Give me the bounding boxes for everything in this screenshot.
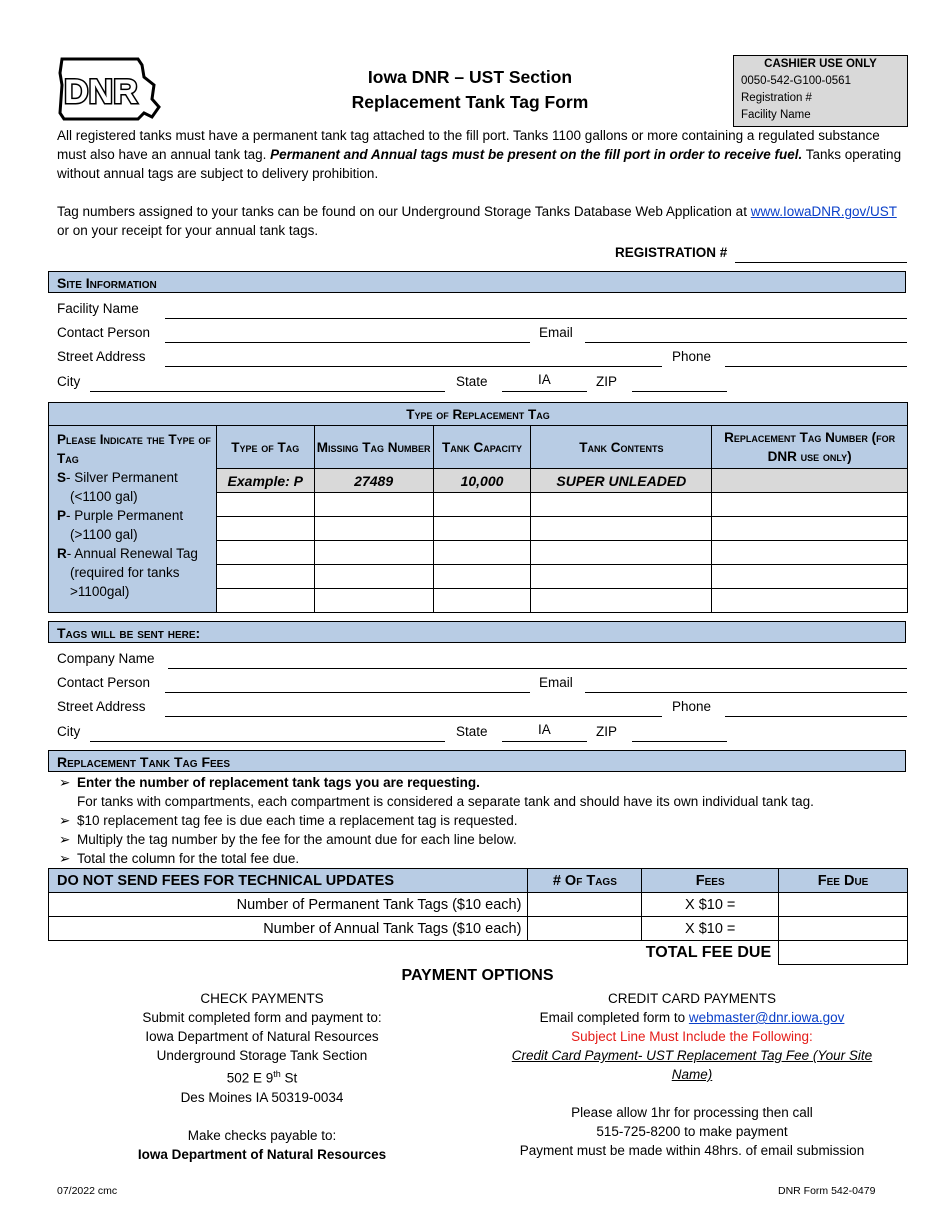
example-replacement: [712, 469, 908, 493]
ship-state-field[interactable]: [502, 741, 587, 742]
cashier-use-box: [733, 55, 908, 127]
ship-contact-field[interactable]: [165, 692, 530, 693]
site-information-header: Site Information: [48, 271, 906, 293]
fees-instructions: [59, 773, 909, 868]
ust-database-link[interactable]: www.IowaDNR.gov/UST: [750, 204, 897, 219]
state-label: State: [456, 374, 488, 389]
intro-end: Tanks operating without annual tags are subject to delivery prohibition.: [57, 147, 902, 181]
legend-purple: P- Purple Permanent: [57, 508, 184, 523]
ship-zip-label: ZIP: [596, 724, 618, 739]
zip-field[interactable]: [632, 391, 727, 392]
missing-cell[interactable]: [314, 493, 433, 517]
card-line-2: Subject Line Must Include the Following:: [571, 1029, 813, 1044]
ship-state-label: State: [456, 724, 488, 739]
replacement-tag-table: [48, 402, 908, 613]
contents-cell[interactable]: [531, 493, 712, 517]
card-line-1: Email completed form to webmaster@dnr.iowa.gov: [539, 1010, 845, 1025]
permanent-tags-fee: X $10 =: [642, 893, 779, 917]
check-line-2: Iowa Department of Natural Resources: [145, 1029, 379, 1044]
email-label: Email: [539, 325, 573, 340]
missing-cell[interactable]: [314, 565, 433, 589]
col-tank-contents: Tank Contents: [531, 426, 712, 469]
facility-name-field[interactable]: [165, 318, 907, 319]
cashier-heading: CASHIER USE ONLY: [764, 58, 877, 70]
ship-contact-label: Contact Person: [57, 675, 151, 690]
email-field[interactable]: [585, 342, 907, 343]
type-cell[interactable]: [216, 541, 314, 565]
legend-renewal-sub-1: (required for tanks: [70, 565, 180, 580]
zip-label: ZIP: [596, 374, 618, 389]
card-line-3: Credit Card Payment- UST Replacement Tag Fee (Your Site Name): [511, 1048, 873, 1082]
example-type: Example: P: [216, 469, 314, 493]
intro-paragraph-1: [57, 126, 907, 183]
street-address-field[interactable]: [165, 366, 662, 367]
fees-col-main: DO NOT SEND FEES FOR TECHNICAL UPDATES: [49, 869, 528, 893]
fees-header: Replacement Tank Tag Fees: [48, 750, 906, 772]
fees-col-tags: # Of Tags: [528, 869, 642, 893]
ship-phone-field[interactable]: [725, 716, 907, 717]
ship-street-field[interactable]: [165, 716, 662, 717]
type-cell[interactable]: [216, 565, 314, 589]
arrow-bullet-icon: ➢: [59, 832, 71, 847]
col-replacement-tag-number: Replacement Tag Number (for DNR use only): [712, 426, 908, 469]
city-field[interactable]: [90, 391, 445, 392]
col-missing-tag-number: Missing Tag Number: [314, 426, 433, 469]
missing-cell[interactable]: [314, 589, 433, 613]
ship-zip-field[interactable]: [632, 741, 727, 742]
legend-renewal-sub-2: >1100gal): [70, 584, 130, 599]
state-value[interactable]: IA: [538, 372, 551, 387]
example-contents: SUPER UNLEADED: [531, 469, 712, 493]
capacity-cell[interactable]: [433, 493, 531, 517]
permanent-tags-due[interactable]: [779, 893, 908, 917]
company-name-label: Company Name: [57, 651, 155, 666]
cashier-facility: Facility Name: [741, 109, 811, 121]
contents-cell[interactable]: [531, 517, 712, 541]
tag-table-heading: Type of Replacement Tag: [49, 403, 908, 426]
title-line-1: Iowa DNR – UST Section: [367, 67, 573, 87]
ship-city-label: City: [57, 724, 81, 739]
title-line-2: Replacement Tank Tag Form: [351, 92, 589, 112]
type-cell[interactable]: [216, 589, 314, 613]
check-line-7: Iowa Department of Natural Resources: [137, 1146, 387, 1162]
card-title: CREDIT CARD PAYMENTS: [607, 991, 777, 1006]
intro-text: All registered tanks must have a permanent tank tag attached to the fill port. Tanks 1100 gallons or more containing a regulated substance must also have an annual tank tag.: [57, 128, 880, 162]
replacement-cell[interactable]: [712, 493, 908, 517]
total-fee-field[interactable]: [779, 941, 908, 965]
fees-col-fees: Fees: [642, 869, 779, 893]
legend-title: Please Indicate the Type of Tag: [57, 432, 211, 466]
card-line-4: Please allow 1hr for processing then call: [571, 1105, 813, 1120]
check-line-4: 502 E 9th St: [226, 1069, 298, 1086]
facility-name-label: Facility Name: [57, 301, 139, 316]
intro-paragraph-2: [57, 202, 907, 240]
webmaster-email-link[interactable]: webmaster@dnr.iowa.gov: [688, 1010, 845, 1025]
missing-cell[interactable]: [314, 517, 433, 541]
intro-emphasis: Permanent and Annual tags must be present on the fill port in order to receive fuel.: [270, 147, 803, 162]
cashier-code: 0050-542-G100-0561: [741, 75, 851, 87]
annual-tags-label: Number of Annual Tank Tags ($10 each): [49, 917, 528, 941]
check-payments-column: [62, 989, 462, 1164]
ship-email-field[interactable]: [585, 692, 907, 693]
permanent-tags-label: Number of Permanent Tank Tags ($10 each): [49, 893, 528, 917]
phone-label: Phone: [672, 349, 712, 364]
ship-to-header: Tags will be sent here:: [48, 621, 906, 643]
registration-field[interactable]: [735, 262, 907, 263]
replacement-cell[interactable]: [712, 589, 908, 613]
list-item: ➢ Total the column for the total fee due.: [59, 851, 300, 866]
credit-card-column: [492, 989, 892, 1160]
arrow-bullet-icon: ➢: [59, 813, 71, 828]
table-row: [49, 893, 908, 917]
footer-date: 07/2022 cmc: [57, 1185, 118, 1197]
cashier-registration: Registration #: [741, 92, 812, 104]
registration-label: REGISTRATION #: [615, 245, 728, 260]
check-line-1: Submit completed form and payment to:: [142, 1010, 382, 1025]
ship-state-value[interactable]: IA: [538, 722, 551, 737]
svg-text:DNR: DNR: [64, 73, 138, 111]
replacement-cell[interactable]: [712, 541, 908, 565]
company-name-field[interactable]: [168, 668, 907, 669]
table-row: [49, 917, 908, 941]
check-title: CHECK PAYMENTS: [200, 991, 324, 1006]
payment-options-heading: PAYMENT OPTIONS: [401, 967, 554, 984]
list-item: ➢ $10 replacement tag fee is due each time a replacement tag is requested.: [59, 813, 518, 828]
type-cell[interactable]: [216, 493, 314, 517]
list-item: ➢ Enter the number of replacement tank tags you are requesting.: [59, 775, 480, 790]
form-title: [300, 65, 640, 115]
ship-street-label: Street Address: [57, 699, 146, 714]
ship-city-field[interactable]: [90, 741, 445, 742]
permanent-tags-count[interactable]: [528, 893, 642, 917]
replacement-cell[interactable]: [712, 565, 908, 589]
annual-tags-due[interactable]: [779, 917, 908, 941]
iowa-dnr-logo: [58, 55, 162, 123]
missing-cell[interactable]: [314, 541, 433, 565]
legend-purple-sub: (>1100 gal): [70, 527, 138, 542]
capacity-cell[interactable]: [433, 565, 531, 589]
arrow-bullet-icon: ➢: [59, 775, 71, 790]
check-line-5: Des Moines IA 50319-0034: [180, 1089, 344, 1105]
capacity-cell[interactable]: [433, 541, 531, 565]
phone-field[interactable]: [725, 366, 907, 367]
example-missing: 27489: [314, 469, 433, 493]
list-item-sub: For tanks with compartments, each compartment is considered a separate tank and should have its own individual tank tag.: [77, 794, 814, 809]
card-line-5: 515-725-8200 to make payment: [596, 1124, 788, 1139]
col-tank-capacity: Tank Capacity: [433, 426, 531, 469]
capacity-cell[interactable]: [433, 589, 531, 613]
legend-silver-sub: (<1100 gal): [70, 489, 138, 504]
state-field[interactable]: [502, 391, 587, 392]
col-type-of-tag: Type of Tag: [216, 426, 314, 469]
annual-tags-count[interactable]: [528, 917, 642, 941]
card-line-6: Payment must be made within 48hrs. of email submission: [519, 1143, 865, 1158]
footer-form-number: DNR Form 542-0479: [778, 1185, 876, 1197]
contents-cell[interactable]: [531, 565, 712, 589]
fees-table: [48, 868, 908, 965]
example-capacity: 10,000: [433, 469, 531, 493]
city-label: City: [57, 374, 81, 389]
arrow-bullet-icon: ➢: [59, 851, 71, 866]
legend-silver: S- Silver Permanent: [57, 470, 178, 485]
fees-col-due: Fee Due: [779, 869, 908, 893]
type-cell[interactable]: [216, 517, 314, 541]
intro-2-end: or on your receipt for your annual tank tags.: [57, 223, 319, 238]
annual-tags-fee: X $10 =: [642, 917, 779, 941]
intro-2-text: Tag numbers assigned to your tanks can be found on our Underground Storage Tanks Database Web Application at: [57, 204, 747, 219]
street-address-label: Street Address: [57, 349, 146, 364]
contact-person-field[interactable]: [165, 342, 530, 343]
tag-type-legend: [49, 426, 217, 613]
capacity-cell[interactable]: [433, 517, 531, 541]
ship-phone-label: Phone: [672, 699, 712, 714]
ship-email-label: Email: [539, 675, 573, 690]
list-item: ➢ Multiply the tag number by the fee for the amount due for each line below.: [59, 832, 517, 847]
replacement-cell[interactable]: [712, 517, 908, 541]
contact-person-label: Contact Person: [57, 325, 151, 340]
contents-cell[interactable]: [531, 541, 712, 565]
check-line-6: Make checks payable to:: [187, 1127, 337, 1143]
check-line-3: Underground Storage Tank Section: [156, 1048, 368, 1063]
total-fee-label: TOTAL FEE DUE: [645, 943, 772, 961]
contents-cell[interactable]: [531, 589, 712, 613]
legend-renewal: R- Annual Renewal Tag: [57, 546, 198, 561]
